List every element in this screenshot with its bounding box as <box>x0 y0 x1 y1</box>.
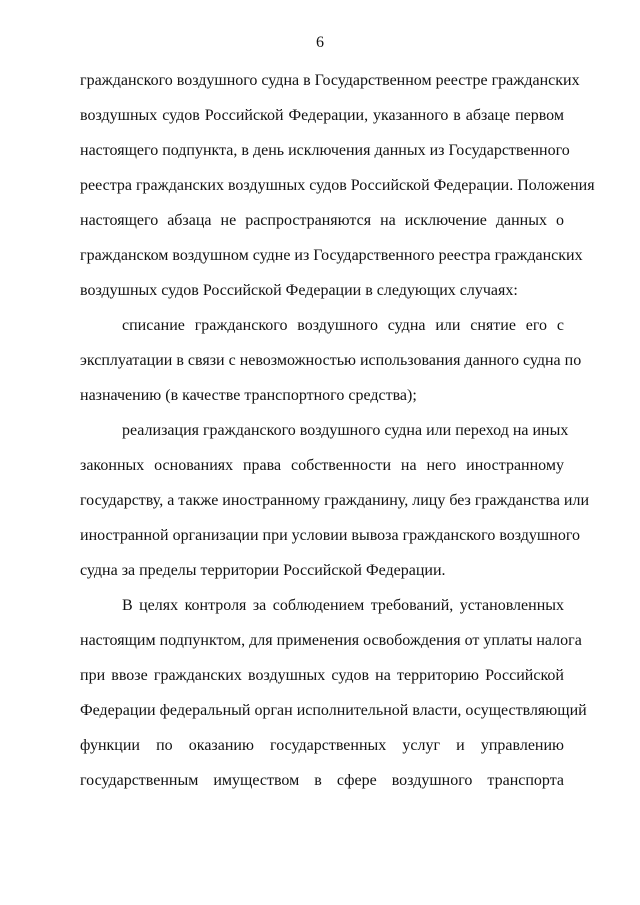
text-line: при ввозе гражданских воздушных судов на территорию Российской <box>80 667 564 684</box>
page-number: 6 <box>316 34 324 51</box>
text-line: гражданском воздушном судне из Государственного реестра гражданских <box>80 247 583 264</box>
text-line: законных основаниях права собственности на него иностранному <box>80 457 564 474</box>
text-line: Федерации федеральный орган исполнительной власти, осуществляющий <box>80 702 587 719</box>
text-line: гражданского воздушного судна в Государственном реестре гражданских <box>80 72 580 89</box>
text-line: функции по оказанию государственных услуг и управлению <box>80 737 564 754</box>
text-line: настоящего подпункта, в день исключения данных из Государственного <box>80 142 570 159</box>
text-line: назначению (в качестве транспортного средства); <box>80 387 417 404</box>
text-line: судна за пределы территории Российской Федерации. <box>80 562 446 579</box>
text-line: государственным имуществом в сфере воздушного транспорта <box>80 772 564 789</box>
text-line: настоящего абзаца не распространяются на исключение данных о <box>80 212 564 229</box>
text-line: воздушных судов Российской Федерации в следующих случаях: <box>80 282 518 299</box>
text-line: государству, а также иностранному гражданину, лицу без гражданства или <box>80 492 590 509</box>
text-line: списание гражданского воздушного судна или снятие его с <box>122 317 564 334</box>
text-line: настоящим подпунктом, для применения освобождения от уплаты налога <box>80 632 582 649</box>
text-line: иностранной организации при условии вывоза гражданского воздушного <box>80 527 580 544</box>
text-line: В целях контроля за соблюдением требований, установленных <box>122 597 564 614</box>
text-line: реализация гражданского воздушного судна или переход на иных <box>122 422 569 439</box>
text-line: воздушных судов Российской Федерации, указанного в абзаце первом <box>80 107 564 124</box>
text-line: эксплуатации в связи с невозможностью использования данного судна по <box>80 352 582 369</box>
text-line: реестра гражданских воздушных судов Российской Федерации. Положения <box>80 177 595 194</box>
